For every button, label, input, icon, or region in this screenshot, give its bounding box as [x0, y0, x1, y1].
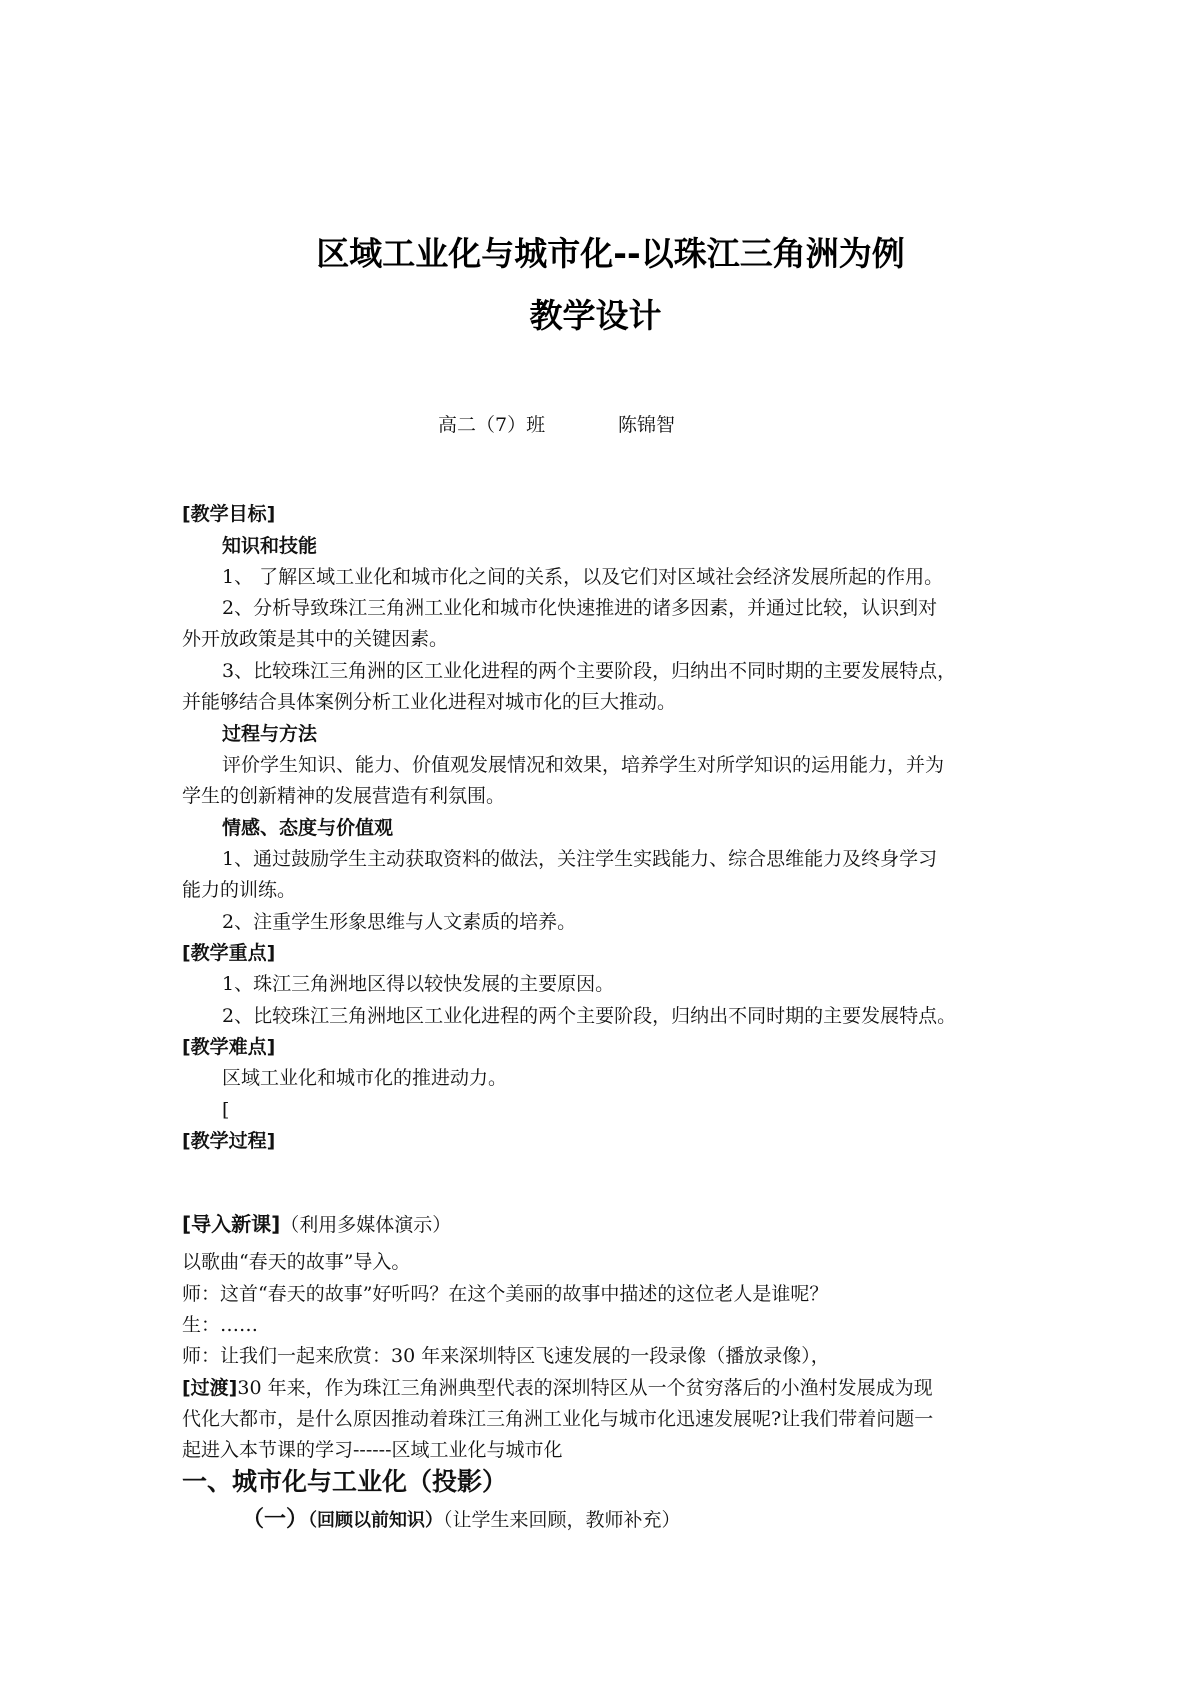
key-point-2: 2、比较珠江三角洲地区工业化进程的两个主要阶段，归纳出不同时期的主要发展特点。 — [222, 1005, 957, 1027]
difficulty-bracket: [ — [222, 1099, 230, 1121]
emotion-item-2: 2、注重学生形象思维与人文素质的培养。 — [222, 911, 577, 933]
section1-sub-note: （让学生来回顾，教师补充） — [443, 1509, 681, 1531]
section1-sub-line — [242, 1508, 681, 1533]
doc-title-line2: 教学设计 — [529, 296, 662, 335]
knowledge-item-1: 1、 了解区域工业化和城市化之间的关系，以及它们对区域社会经济发展所起的作用。 — [222, 566, 944, 588]
intro-heading-line — [182, 1212, 451, 1237]
knowledge-heading: 知识和技能 — [222, 535, 318, 557]
class-name: 高二（7）班 — [438, 414, 546, 436]
key-point-1: 1、珠江三角洲地区得以较快发展的主要原因。 — [222, 973, 615, 995]
objectives-heading: [教学目标] — [182, 503, 276, 525]
process-heading: [教学过程] — [182, 1130, 276, 1152]
transition-text-b: 代化大都市，是什么原因推动着珠江三角洲工业化与城市化迅速发展呢?让我们带着问题一 — [182, 1408, 934, 1430]
transition-text-c: 起进入本节课的学习------区域工业化与城市化 — [182, 1439, 563, 1461]
intro-line-1: 以歌曲“春天的故事”导入。 — [182, 1251, 411, 1273]
knowledge-item-3a: 3、比较珠江三角洲的区工业化进程的两个主要阶段，归纳出不同时期的主要发展特点， — [222, 660, 957, 682]
transition-text-a: 30 年来，作为珠江三角洲典型代表的深圳特区从一个贫穷落后的小渔村发展成为现 — [237, 1377, 933, 1399]
intro-line-3: 生：…… — [182, 1314, 259, 1336]
emotion-heading: 情感、态度与价值观 — [222, 817, 394, 839]
intro-heading: [导入新课] — [182, 1212, 281, 1236]
emotion-item-1b: 能力的训练。 — [182, 879, 297, 901]
intro-line-2: 师：这首“春天的故事”好听吗？在这个美丽的故事中描述的这位老人是谁呢？ — [182, 1283, 829, 1305]
knowledge-item-2b: 外开放政策是其中的关键因素。 — [182, 628, 449, 650]
section1-sub-number: （一） — [242, 1507, 309, 1532]
transition-label: [过渡] — [182, 1377, 238, 1399]
difficulties-heading: [教学难点] — [182, 1036, 276, 1058]
intro-note: （利用多媒体演示） — [280, 1214, 452, 1236]
difficulty-1: 区域工业化和城市化的推进动力。 — [222, 1067, 508, 1089]
process-method-1b: 学生的创新精神的发展营造有利氛围。 — [182, 785, 506, 807]
process-method-heading: 过程与方法 — [222, 723, 318, 745]
emotion-item-1a: 1、通过鼓励学生主动获取资料的做法，关注学生实践能力、综合思维能力及终身学习 — [222, 848, 938, 870]
transition-line — [182, 1376, 933, 1400]
knowledge-item-3b: 并能够结合具体案例分析工业化进程对城市化的巨大推动。 — [182, 691, 677, 713]
author-name: 陈锦智 — [618, 414, 676, 436]
knowledge-item-2a: 2、分析导致珠江三角洲工业化和城市化快速推进的诸多因素，并通过比较，认识到对 — [222, 597, 938, 619]
key-points-heading: [教学重点] — [182, 942, 276, 964]
process-method-1a: 评价学生知识、能力、价值观发展情况和效果，培养学生对所学知识的运用能力，并为 — [222, 754, 945, 776]
section1-sub-bold: （回顾以前知识） — [308, 1510, 444, 1531]
intro-line-4: 师：让我们一起来欣赏：30 年来深圳特区飞速发展的一段录像（播放录像）， — [182, 1345, 830, 1367]
section1-heading: 一、城市化与工业化（投影） — [182, 1467, 508, 1496]
doc-title-line1: 区域工业化与城市化--以珠江三角洲为例 — [316, 234, 905, 273]
